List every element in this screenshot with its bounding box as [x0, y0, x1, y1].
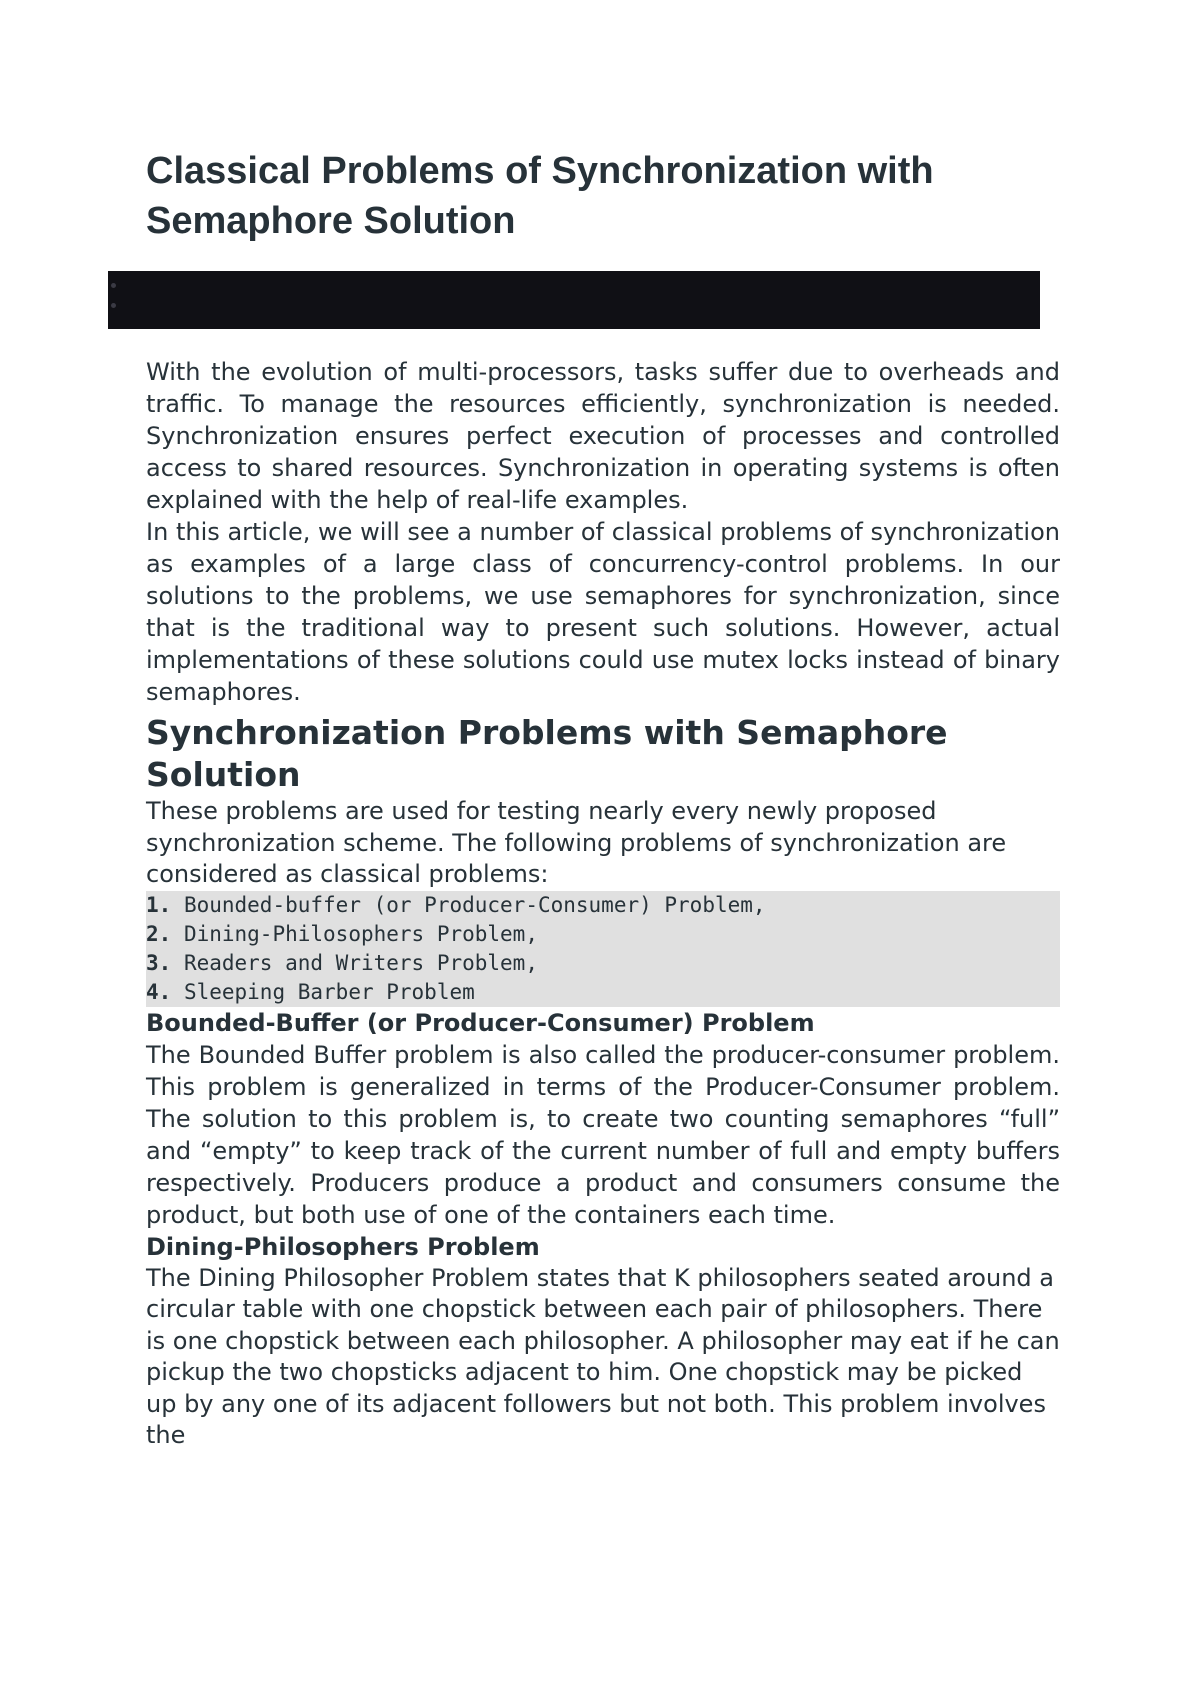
intro-paragraph-1: With the evolution of multi-processors, tasks suffer due to overheads and traffic. To manage the resources efficiently, synchronization is needed. Synchronization ensures perfect execution of processes and controlled access to shared resources. Synchronization in operating systems is often explained with the help of real-life examples. — [146, 358, 1060, 514]
intro-paragraph-2: In this article, we will see a number of classical problems of synchronization as examples of a large class of concurrency-control problems. In our solutions to the problems, we use semaphores for synchronization, since that is the traditional way to present such solutions. However, actual implementations of these solutions could use mutex locks instead of binary semaphores. — [146, 518, 1060, 706]
redacted-banner — [108, 271, 1040, 329]
section-heading: Synchronization Problems with Semaphore Solution — [146, 713, 948, 794]
problem-list — [146, 891, 1060, 1007]
list-item-text: Dining-Philosophers Problem, — [183, 921, 538, 946]
list-item — [146, 920, 1060, 949]
bounded-buffer-heading: Bounded-Buffer (or Producer-Consumer) Problem — [146, 1008, 815, 1037]
list-item — [146, 978, 1060, 1007]
list-item — [146, 891, 1060, 920]
bounded-buffer-text: The Bounded Buffer problem is also called the producer-consumer problem. This problem is generalized in terms of the Producer-Consumer problem. The solution to this problem is, to create two counting semaphores “full” and “empty” to keep track of the current number of full and empty buffers respectively. Producers produce a product and consumers consume the product, but both use of one of the containers each time. — [146, 1040, 1060, 1229]
list-item-text: Readers and Writers Problem, — [183, 950, 538, 975]
article-body — [146, 356, 1060, 1452]
list-item-text: Sleeping Barber Problem — [183, 979, 475, 1004]
list-item-number: 3. — [146, 950, 172, 975]
list-item-number: 4. — [146, 979, 172, 1004]
dining-philosophers-text: The Dining Philosopher Problem states that K philosophers seated around a circular table with one chopstick between each pair of philosophers. There is one chopstick between each philosopher. A philosopher may eat if he can pickup the two chopsticks adjacent to him. One chopstick may be picked up by any one of its adjacent followers but not both. This problem involves the — [146, 1263, 1060, 1449]
list-item — [146, 949, 1060, 978]
list-item-number: 1. — [146, 892, 172, 917]
bullet-icon — [111, 283, 116, 288]
dining-philosophers-heading: Dining-Philosophers Problem — [146, 1232, 540, 1261]
section-intro: These problems are used for testing nearly every newly proposed synchronization scheme. The following problems of synchronization are considered as classical problems: — [146, 797, 1007, 888]
list-item-text: Bounded-buffer (or Producer-Consumer) Problem, — [183, 892, 766, 917]
list-item-number: 2. — [146, 921, 172, 946]
bullet-icon — [111, 303, 116, 308]
page-title: Classical Problems of Synchronization with Semaphore Solution — [146, 150, 934, 242]
